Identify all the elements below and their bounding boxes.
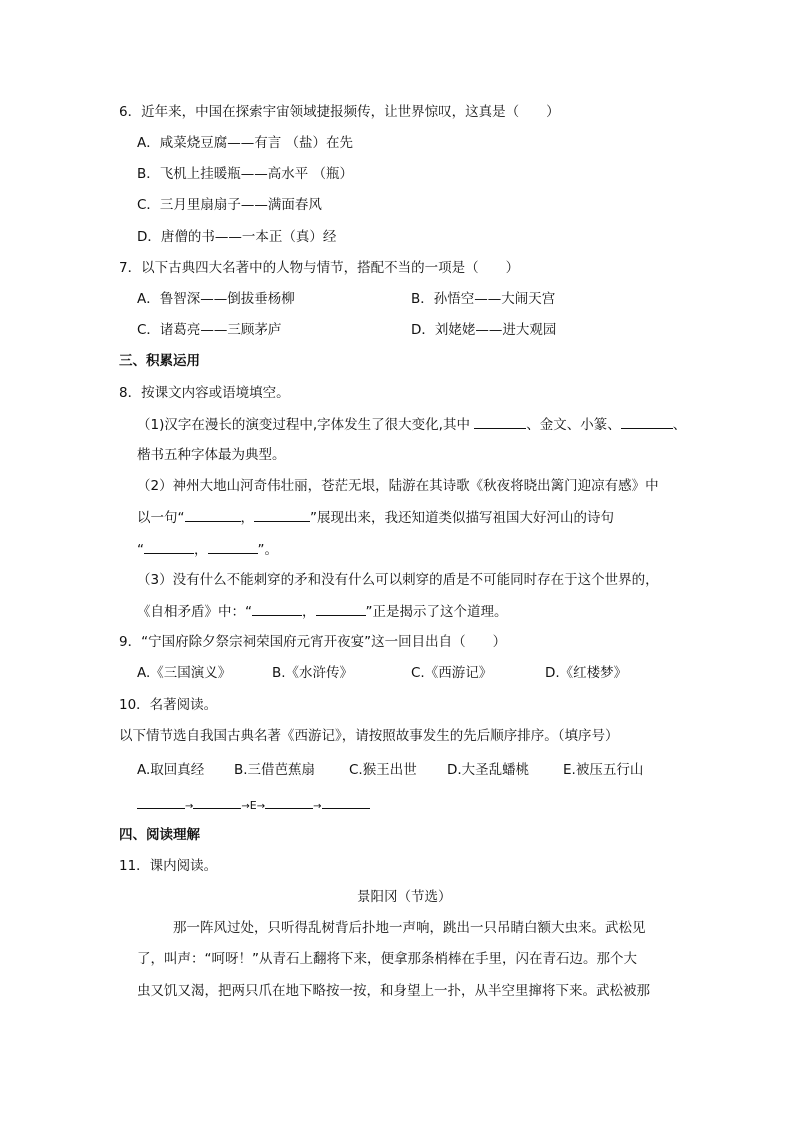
fixed-answer-e: E [249,799,257,812]
q6-option-d: D．唐僧的书——一本正（真）经 [137,229,337,245]
q9-stem: 9．“宁国府除夕祭宗祠荣国府元宵开夜宴”这一回目出自（ ） [119,634,507,650]
q9-option-c: C.《西游记》 [411,665,493,681]
q8-stem: 8．按课文内容或语境填空。 [119,385,290,401]
q7-stem: 7．以下古典四大名著中的人物与情节，搭配不当的一项是（ ） [119,260,520,276]
q8-part2-line1: （2）神州大地山河奇伟壮丽，苍茫无垠，陆游在其诗歌《秋夜将晓出篱门迎凉有感》中 [137,478,659,494]
q9-option-d: D.《红楼梦》 [545,665,628,681]
passage-line: 那一阵风过处，只听得乱树背后扑地一声响，跳出一只吊睛白额大虫来。武松见 [173,920,646,936]
q10-option-d: D.大圣乱蟠桃 [447,762,530,778]
section-3-heading: 三、积累运用 [119,353,200,369]
fill-blank[interactable] [265,794,313,809]
passage-title: 景阳冈（节选） [357,889,452,905]
q10-option-e: E.被压五行山 [563,762,644,778]
q10-stem: 10．名著阅读。 [119,697,218,713]
q8-part1-line1: （1)汉字在漫长的演变过程中,字体发生了很大变化,其中 、金文、小篆、 、 [137,414,686,435]
q9-option-a: A.《三国演义》 [137,665,232,681]
fill-blank[interactable] [252,601,302,616]
q8-part3-line1: （3）没有什么不能刺穿的矛和没有什么可以刺穿的盾是不可能同时存在于这个世界的， [137,572,659,588]
q7-option-a: A．鲁智深——倒拔垂杨柳 [137,291,295,307]
q11-stem: 11．课内阅读。 [119,858,218,874]
q10-option-a: A.取回真经 [137,762,205,778]
q9-option-b: B.《水浒传》 [272,665,354,681]
fill-blank[interactable] [316,601,366,616]
q8-part2-line2: 以一句“ ， ”展现出来，我还知道类似描写祖国大好河山的诗句 [137,507,614,528]
arrow-icon: → [241,801,250,812]
q7-option-b: B．孙悟空——大闹天宫 [411,291,556,307]
q6-stem: 6．近年来，中国在探索宇宙领域捷报频传，让世界惊叹，这真是（ ） [119,104,560,120]
q8-part2-line3: “ ， ”。 [137,539,278,560]
passage-line: 了，叫声：“呵呀！”从青石上翻将下来，便拿那条梢棒在手里，闪在青石边。那个大 [137,951,637,967]
fill-blank[interactable] [144,539,194,554]
q10-option-c: C.猴王出世 [349,762,417,778]
q10-option-b: B.三借芭蕉扇 [234,762,316,778]
q7-option-d: D．刘姥姥——进大观园 [411,322,557,338]
arrow-icon: → [313,801,322,812]
q8-part3-line2: 《自相矛盾》中：“ ， ”正是揭示了这个道理。 [137,601,508,622]
q6-option-c: C．三月里扇扇子——满面春风 [137,197,322,213]
q8-part1-line2: 楷书五种字体最为典型。 [137,447,286,463]
arrow-icon: → [185,801,194,812]
fill-blank[interactable] [208,539,258,554]
fill-blank[interactable] [254,507,310,522]
passage-line: 虫又饥又渴，把两只爪在地下略按一按，和身望上一扑，从半空里撺将下来。武松被那 [137,983,650,999]
q10-intro: 以下情节选自我国古典名著《西游记》，请按照故事发生的先后顺序排序。（填序号） [119,728,619,744]
q10-answer-sequence [137,794,370,817]
section-4-heading: 四、阅读理解 [119,827,200,843]
q6-option-a: A．咸菜烧豆腐——有言 （盐）在先 [137,135,354,151]
fill-blank[interactable] [137,794,185,809]
fill-blank[interactable] [185,507,241,522]
q6-option-b: B．飞机上挂暖瓶——高水平 （瓶） [137,166,354,182]
q7-option-c: C．诸葛亮——三顾茅庐 [137,322,282,338]
fill-blank[interactable] [322,794,370,809]
arrow-icon: → [256,801,266,812]
fill-blank[interactable] [474,414,526,429]
fill-blank[interactable] [193,794,241,809]
fill-blank[interactable] [621,414,673,429]
